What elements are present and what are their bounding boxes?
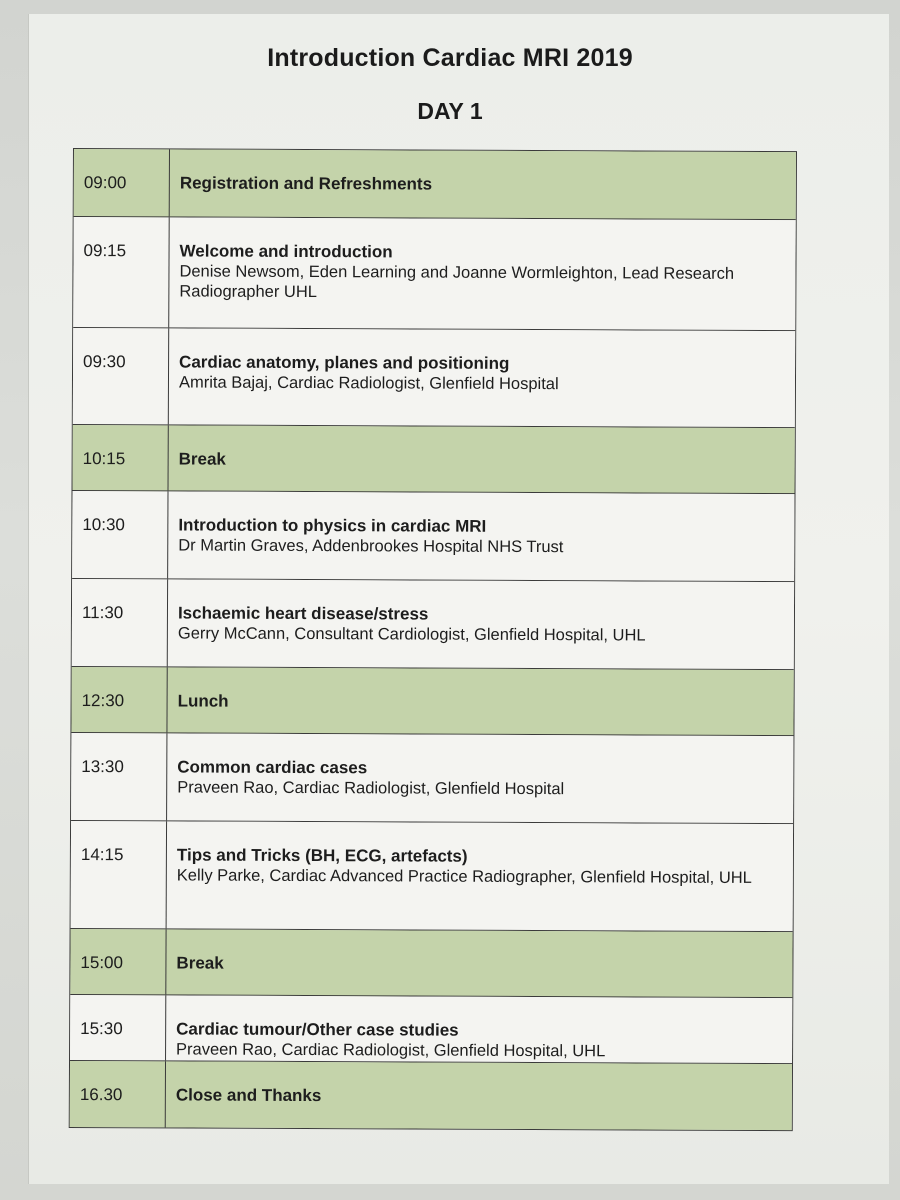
- schedule-time: 14:15: [71, 821, 167, 928]
- page-title: Introduction Cardiac MRI 2019: [267, 44, 633, 72]
- session-speaker: Praveen Rao, Cardiac Radiologist, Glenfield Hospital: [177, 778, 565, 799]
- schedule-row: [73, 328, 795, 428]
- session-title: Common cardiac cases: [177, 757, 368, 778]
- schedule-content: [168, 579, 794, 669]
- session-speaker: Praveen Rao, Cardiac Radiologist, Glenfield Hospital, UHL: [176, 1040, 606, 1061]
- schedule-time: 12:30: [71, 667, 167, 732]
- session-title: Break: [178, 449, 226, 469]
- schedule-row: [72, 491, 794, 582]
- schedule-row: [74, 149, 796, 220]
- schedule-content: [169, 425, 795, 493]
- session-title: Break: [176, 953, 224, 973]
- session-speaker: Dr Martin Graves, Addenbrookes Hospital NHS Trust: [178, 536, 564, 557]
- schedule-time: 10:30: [72, 491, 168, 578]
- session-title: Cardiac tumour/Other case studies: [176, 1019, 459, 1040]
- session-title: Lunch: [177, 691, 229, 711]
- schedule-content: [167, 733, 793, 823]
- schedule-row: [72, 579, 794, 670]
- schedule-row: [71, 667, 793, 736]
- schedule-time: 16.30: [70, 1061, 166, 1127]
- schedule-row: [70, 929, 792, 998]
- schedule-time: 13:30: [71, 733, 167, 820]
- session-title: Registration and Refreshments: [179, 173, 433, 194]
- schedule-time: 15:30: [70, 995, 166, 1060]
- session-title: Welcome and introduction: [179, 241, 393, 262]
- schedule-row: [71, 733, 793, 824]
- schedule-content: [166, 1061, 792, 1130]
- schedule-content: [166, 995, 792, 1063]
- session-title: Ischaemic heart disease/stress: [177, 603, 429, 624]
- schedule-time: 09:15: [73, 217, 169, 327]
- session-title: Cardiac anatomy, planes and positioning: [179, 352, 510, 373]
- schedule-row: [73, 217, 795, 331]
- schedule-row: [71, 821, 793, 932]
- schedule-content: [166, 929, 792, 997]
- schedule-time: 11:30: [72, 579, 168, 666]
- schedule-content: [168, 491, 794, 581]
- schedule-content: [169, 217, 795, 330]
- day-heading: DAY 1: [417, 98, 483, 124]
- session-speaker: Amrita Bajaj, Cardiac Radiologist, Glenfield Hospital: [178, 373, 559, 394]
- session-speaker: Denise Newsom, Eden Learning and Joanne Wormleighton, Lead Research Radiographer UHL: [179, 262, 735, 302]
- schedule-time: 09:00: [74, 149, 170, 216]
- schedule-row: [70, 995, 792, 1064]
- schedule-content: [169, 328, 795, 427]
- schedule-row: [70, 1061, 792, 1130]
- schedule-row: [73, 425, 795, 494]
- schedule-content: [167, 821, 793, 931]
- schedule-time: 09:30: [73, 328, 169, 424]
- session-title: Introduction to physics in cardiac MRI: [178, 515, 487, 536]
- schedule-content: [167, 667, 793, 735]
- session-speaker: Gerry McCann, Consultant Cardiologist, Glenfield Hospital, UHL: [177, 624, 646, 645]
- session-title: Close and Thanks: [175, 1085, 322, 1106]
- schedule-table: [69, 148, 797, 1131]
- schedule-time: 15:00: [70, 929, 166, 994]
- schedule-time: 10:15: [73, 425, 169, 490]
- session-speaker: Kelly Parke, Cardiac Advanced Practice Radiographer, Glenfield Hospital, UHL: [176, 866, 752, 887]
- schedule-content: [170, 149, 796, 219]
- session-title: Tips and Tricks (BH, ECG, artefacts): [176, 845, 468, 866]
